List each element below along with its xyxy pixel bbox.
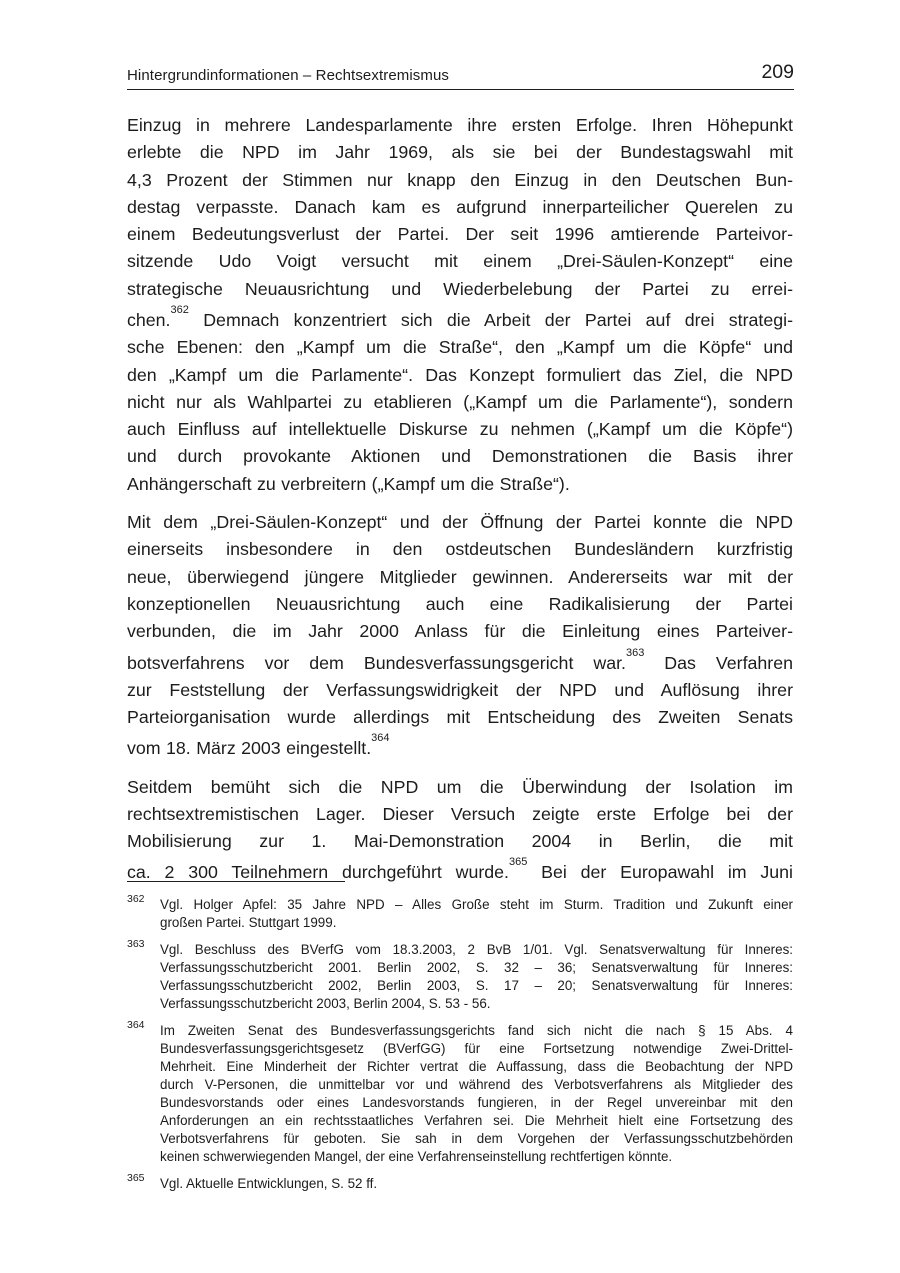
footnote-line: Vgl. Aktuelle Entwicklungen, S. 52 ff. [160, 1176, 378, 1191]
footnote-separator [127, 881, 345, 882]
footnote-number: 364 [127, 1019, 145, 1031]
footnote-line: Verbotsverfahrens für geboten. Sie sah in dem Vorgehen der Verfassungsschutzbehörden [160, 1131, 793, 1146]
footnote-line: Mehrheit. Eine Minderheit der Richter vertrat die Auffassung, dass die Beobachtung der NPD [160, 1059, 793, 1074]
text-line: Mit dem „Drei-Säulen-Konzept“ und der Öffnung der Partei konnte die NPD [127, 512, 793, 533]
footnote-363 [127, 938, 793, 1013]
text-line: rechtsextremistischen Lager. Dieser Versuch zeigte erste Erfolge bei der [127, 803, 793, 824]
paragraph-1 [127, 112, 793, 498]
text-line: sche Ebenen: den „Kampf um die Straße“, den „Kampf um die Köpfe“ und [127, 337, 793, 358]
footnote-365 [127, 1172, 793, 1193]
text-line: strategische Neuausrichtung und Wiederbelebung der Partei zu errei- [127, 278, 793, 299]
footnote-text [160, 1175, 793, 1193]
paragraph-2 [127, 509, 793, 763]
text-line: erlebte die NPD im Jahr 1969, als sie bei der Bundestagswahl mit [127, 142, 793, 163]
footnote-line: Anforderungen an ein rechtsstaatliches Verfahren sei. Die Mehrheit hielt eine Fortsetzung des [160, 1113, 793, 1128]
footnote-line: Vgl. Holger Apfel: 35 Jahre NPD – Alles Große steht im Sturm. Tradition und Zukunft einer [160, 897, 793, 912]
footnote-reference: 363 [625, 646, 645, 659]
footnote-text [160, 896, 793, 932]
text-line: botsverfahrens vor dem Bundesverfassungsgericht war.$^{363}$ Das Verfahren [127, 646, 794, 673]
text-line: Einzug in mehrere Landesparlamente ihre ersten Erfolge. Ihren Höhepunkt [127, 115, 793, 135]
footnote-line: Im Zweiten Senat des Bundesverfassungsgerichts fand sich nicht die nach § 15 Abs. 4 [160, 1023, 793, 1038]
footnote-line: großen Partei. Stuttgart 1999. [160, 915, 337, 930]
footnote-line: Verfassungsschutzbericht 2002, Berlin 2003, S. 17 – 20; Senatsverwaltung für Inneres: [160, 978, 793, 993]
text-line: einem Bedeutungsverlust der Partei. Der seit 1996 amtierende Parteivor- [127, 224, 793, 245]
text-line: einerseits insbesondere in den ostdeutschen Bundesländern kurzfristig [127, 539, 793, 560]
footnote-line: Vgl. Beschluss des BVerfG vom 18.3.2003, 2 BvB 1/01. Vgl. Senatsverwaltung für Inneres: [160, 942, 793, 957]
footnote-line: Bundesverfassungsgerichtsgesetz (BVerfGG) für eine Fortsetzung notwendige Zwei-Drittel- [160, 1041, 793, 1056]
footnote-line: Verfassungsschutzbericht 2003, Berlin 2004, S. 53 - 56. [160, 996, 491, 1011]
footnote-line: durch V-Personen, die unmittelbar vor und während des Verbotsverfahrens als Mitglieder des [160, 1077, 793, 1092]
text-line: Anhängerschaft zu verbreitern („Kampf um die Straße“). [127, 473, 570, 494]
text-line: sitzende Udo Voigt versucht mit einem „Drei-Säulen-Konzept“ eine [127, 251, 793, 272]
footnote-line: keinen schwerwiegenden Mangel, der eine Verfahrenseinstellung rechtfertigen könnte. [160, 1149, 673, 1164]
footnote-number: 363 [127, 938, 145, 950]
footnotes-section [127, 893, 793, 1202]
text-line: Seitdem bemüht sich die NPD um die Überwindung der Isolation im [127, 776, 793, 797]
text-line: ca. 2 300 Teilnehmern durchgeführt wurde.$^{365}$ Bei der Europawahl im Juni [127, 856, 793, 883]
footnote-number: 365 [127, 1172, 145, 1184]
footnote-line: Bundesvorstands oder eines Landesvorstands fungieren, in der Regel unvereinbar mit den [160, 1095, 793, 1110]
text-line: destag verpasste. Danach kam es aufgrund innerparteilicher Querelen zu [127, 196, 793, 217]
text-line: chen.$^{362}$ Demnach konzentriert sich die Arbeit der Partei auf drei strategi- [127, 304, 793, 330]
text-line: vom 18. März 2003 eingestellt.$^{364}$ [127, 732, 390, 759]
body-text [127, 112, 793, 898]
footnote-number: 362 [127, 893, 145, 905]
text-line: konzeptionellen Neuausrichtung auch eine Radikalisierung der Partei [127, 593, 793, 614]
text-line: 4,3 Prozent der Stimmen nur knapp den Einzug in den Deutschen Bun- [127, 169, 793, 190]
running-header [127, 58, 794, 84]
text-line: zur Feststellung der Verfassungswidrigkeit der NPD und Auflösung ihrer [127, 679, 793, 700]
text-line: Parteiorganisation wurde allerdings mit Entscheidung des Zweiten Senats [127, 707, 793, 728]
text-line: verbunden, die im Jahr 2000 Anlass für die Einleitung eines Parteiver- [127, 621, 793, 642]
text-line: nicht nur als Wahlpartei zu etablieren („Kampf um die Parlamente“), sondern [127, 391, 793, 412]
text-line: neue, überwiegend jüngere Mitglieder gewinnen. Andererseits war mit der [127, 566, 793, 587]
text-line: auch Einfluss auf intellektuelle Diskurse zu nehmen („Kampf um die Köpfe“) [127, 419, 793, 440]
text-line: Mobilisierung zur 1. Mai-Demonstration 2004 in Berlin, die mit [127, 831, 793, 852]
footnote-text [160, 1022, 793, 1166]
footnote-line: Verfassungsschutzbericht 2001. Berlin 2002, S. 32 – 36; Senatsverwaltung für Inneres: [160, 960, 793, 975]
header-rule [127, 89, 794, 90]
footnote-text [160, 941, 793, 1013]
text-line: und durch provokante Aktionen und Demonstrationen die Basis ihrer [127, 446, 793, 467]
page-number: 209 [761, 61, 794, 83]
running-header-title: Hintergrundinformationen – Rechtsextremismus [127, 67, 450, 84]
footnote-reference: 364 [371, 732, 390, 745]
text-line: den „Kampf um die Parlamente“. Das Konzept formuliert das Ziel, die NPD [127, 364, 793, 385]
footnote-reference: 362 [170, 304, 189, 317]
footnote-reference: 365 [508, 856, 528, 869]
paragraph-3 [127, 774, 793, 887]
footnote-364 [127, 1019, 793, 1166]
footnote-362 [127, 893, 793, 932]
